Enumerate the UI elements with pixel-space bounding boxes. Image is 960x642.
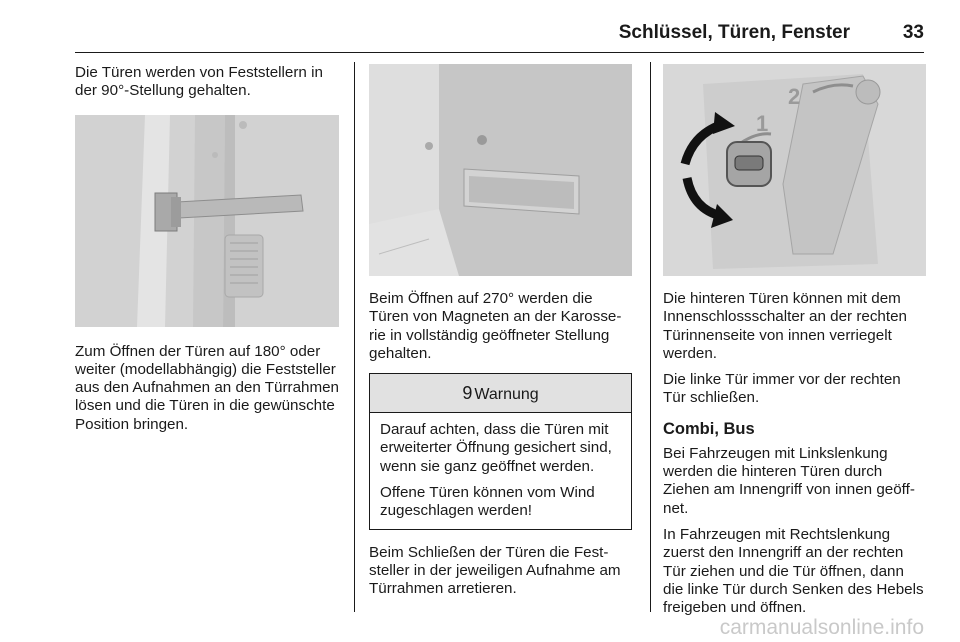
door-stopper-illustration [75,115,339,327]
middle-body-text: Beim Öffnen auf 270° werden die Türen von Magneten an der Karosserie in vollständig geöffneter Stellung gehalten. [369,290,622,362]
right-column [663,64,926,625]
right-text-4: In Fahrzeugen mit Rechtslenkung zuerst den Innengriff an der rechten Tür ziehen und die Tür öffnen, dann die linke Tür durch Senken des Hebels freigeben und öffnen. [663,525,924,617]
page-number: 33 [902,22,924,43]
warning-box [369,373,632,529]
warning-header [370,374,631,413]
warning-title: Warnung [474,386,539,404]
door-stopper-figure [75,115,339,327]
column-divider-1 [354,62,355,612]
right-text-2: Die linke Tür immer vor der rechten Tür schließen. [663,371,901,407]
warning-text-2: Offene Türen können vom Wind zugeschlagen werden! [380,484,595,520]
magnet-door-figure [369,64,632,276]
door-magnet-illustration [369,64,632,276]
lock-switch-illustration [663,64,926,276]
left-column [75,64,341,442]
header-rule [75,52,924,53]
warning-icon: 9 [462,383,473,404]
middle-column [369,64,632,607]
warning-body [370,413,631,528]
lock-switch-figure [663,64,926,276]
watermark: carmanualsonline.info [719,616,924,639]
right-text-1: Die hinteren Türen können mit dem Innenschlossschalter an der rechten Türinnenseite von innen verriegelt werden. [663,290,907,362]
warning-text-1: Darauf achten, dass die Türen mit erweiterter Öffnung gesichert sind, wenn sie ganz geöffnet werden. [380,421,612,475]
combi-bus-heading: Combi, Bus [663,419,755,438]
left-body-text: Zum Öffnen der Türen auf 180° oder weiter (modellabhängig) die Feststeller aus den Aufnahmen an den Türrahmen lösen und die Türen in die gewünschte Position bringen. [75,342,340,433]
right-text-3: Bei Fahrzeugen mit Linkslenkung werden die hinteren Türen durch Ziehen am Innengriff von innen geöffnet. [663,444,915,517]
column-divider-2 [650,62,651,612]
position-label-1: 1 [756,111,769,136]
middle-closing-text: Beim Schließen der Türen die Feststeller in der jeweiligen Aufnahme am Türrahmen arretieren. [369,543,621,598]
position-label-2: 2 [788,84,801,109]
left-intro-text: Die Türen werden von Feststellern in der 90°-Stellung gehalten. [75,64,323,100]
page-title: Schlüssel, Türen, Fenster [618,22,850,43]
